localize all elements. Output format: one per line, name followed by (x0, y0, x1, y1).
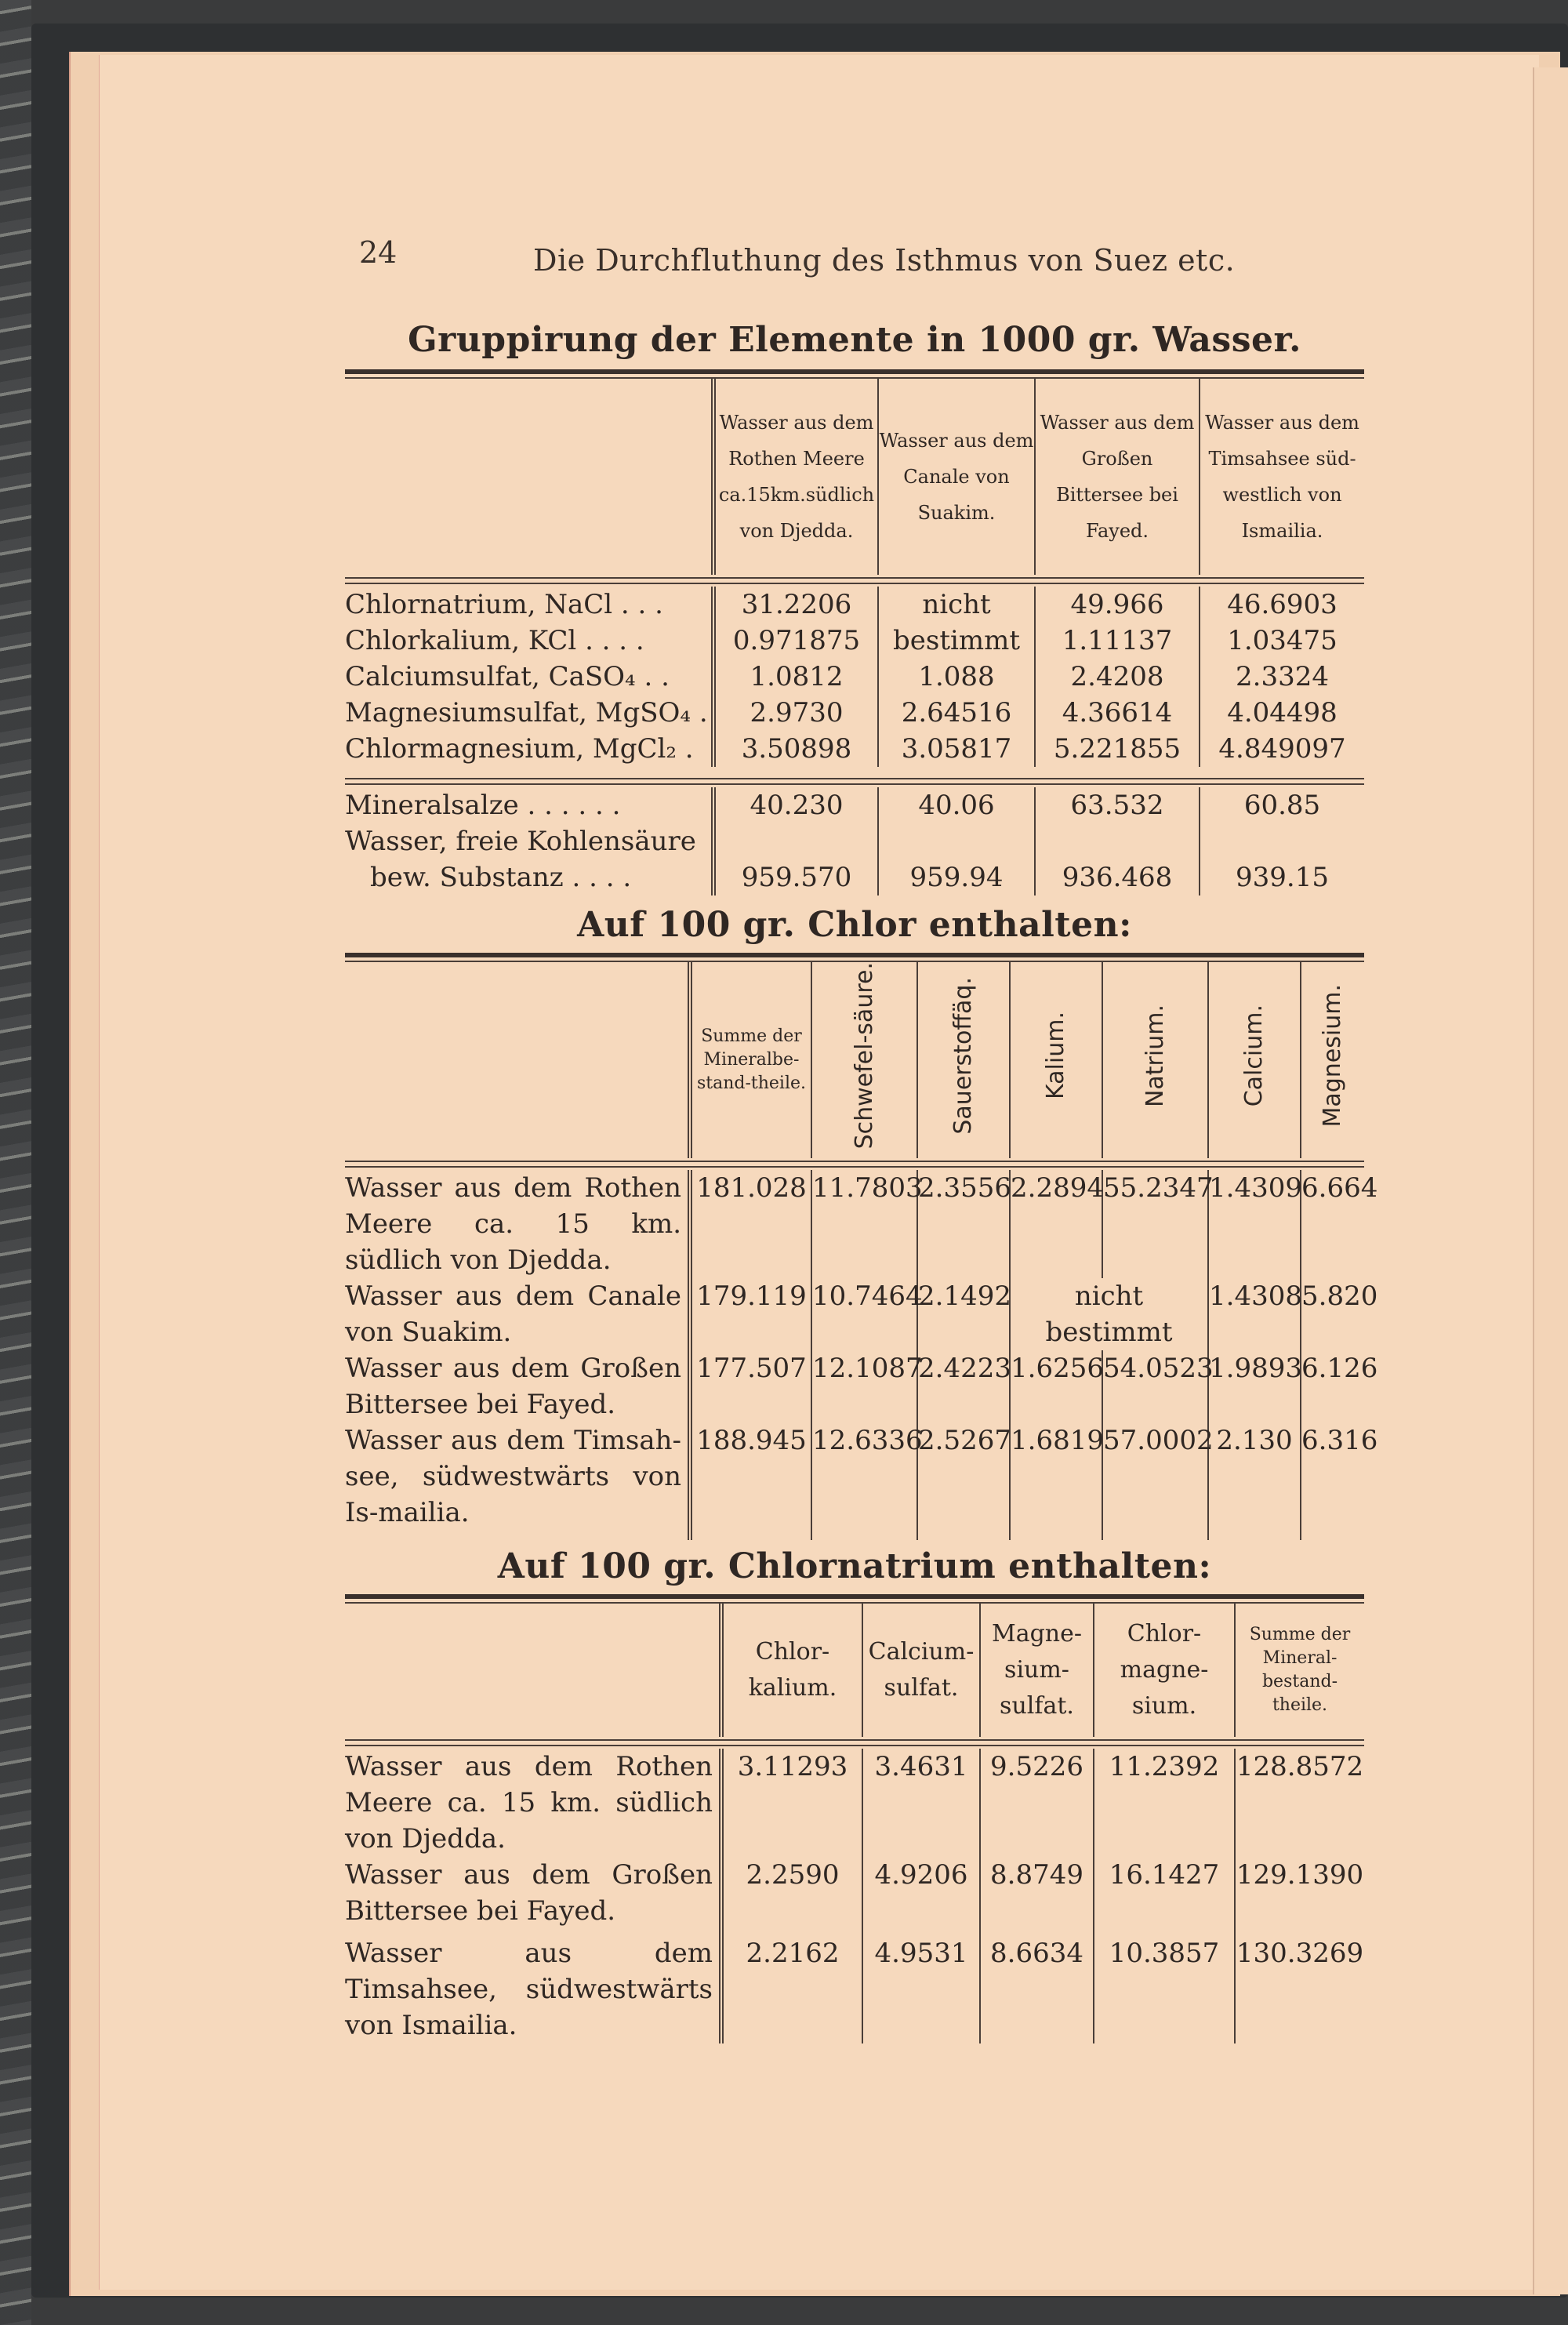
table3-col-header: Calcium-sulfat. (862, 1604, 980, 1737)
row-label: Wasser aus dem Canale von Suakim. (345, 1281, 681, 1349)
table1-row (345, 695, 1364, 731)
table1-total-row (345, 823, 1364, 859)
cell: 2.9730 (713, 695, 878, 731)
cell: 2.2590 (721, 1857, 862, 1935)
cell: 181.028 (690, 1170, 811, 1278)
cell: 1.088 (878, 659, 1035, 695)
cell: 31.2206 (713, 587, 878, 623)
row-label: Wasser aus dem Rothen Meere ca. 15 km. südlich von Djedda. (345, 1751, 713, 1855)
table1-row (345, 659, 1364, 695)
cell: 12.6336 (811, 1422, 917, 1540)
table2-row (345, 1278, 1364, 1350)
cell: 8.6634 (980, 1935, 1094, 2043)
table3-col-header: Chlor-magne-sium. (1094, 1604, 1235, 1737)
cell: 1.11137 (1035, 623, 1200, 659)
cell: 8.8749 (980, 1857, 1094, 1935)
row-label: Wasser aus dem Großen Bittersee bei Fayed. (345, 1859, 713, 1927)
table1-header-empty (345, 379, 713, 575)
book-cover-marbled-edge (0, 0, 31, 2325)
table1-header-row (345, 379, 1364, 575)
row-label: Wasser aus dem Timsahsee, südwestwärts von Ismailia. (345, 1938, 713, 2042)
cell: 4.9531 (862, 1935, 980, 2043)
table2-col-header: Magnesium. (1319, 983, 1346, 1128)
cell: 2.2894 (1010, 1170, 1102, 1278)
cell: 3.4631 (862, 1749, 980, 1857)
cell: nicht (878, 587, 1035, 623)
cell: 130.3269 (1235, 1935, 1364, 2043)
cell: 2.130 (1208, 1422, 1301, 1540)
cell: 54.0523 (1102, 1350, 1208, 1422)
cell: 939.15 (1200, 859, 1364, 895)
cell: 1.6256 (1010, 1350, 1102, 1422)
cell: 177.507 (690, 1350, 811, 1422)
cell: 2.5267 (917, 1422, 1010, 1540)
table2-row (345, 1422, 1364, 1540)
row-label: Wasser aus dem Timsah-see, südwestwärts von Is-mailia. (345, 1425, 681, 1529)
cell: 4.849097 (1200, 731, 1364, 767)
table2-col-header: Schwefel-säure. (850, 962, 878, 1150)
cell: 2.3324 (1200, 659, 1364, 695)
cell: 11.7803 (811, 1170, 917, 1278)
table2-col-header: Calcium. (1240, 1004, 1268, 1107)
cell: 60.85 (1200, 787, 1364, 823)
row-label: Wasser, freie Kohlensäure (345, 826, 696, 857)
row-label: Chlornatrium, NaCl . . . (345, 589, 663, 620)
row-label: Wasser aus dem Großen Bittersee bei Fayed. (345, 1353, 681, 1421)
table2-row (345, 1350, 1364, 1422)
table1-row (345, 623, 1364, 659)
table1-col-header: Wasser aus dem Timsahsee süd-westlich von Ismailia. (1200, 379, 1364, 575)
cell: 40.230 (713, 787, 878, 823)
row-label: Chlormagnesium, MgCl₂ . (345, 733, 694, 765)
table1-total-row (345, 859, 1364, 895)
cell: 1.0812 (713, 659, 878, 695)
row-label: Magnesiumsulfat, MgSO₄ . (345, 697, 708, 728)
cell: bestimmt (878, 623, 1035, 659)
cell: 6.316 (1301, 1422, 1364, 1540)
cell: 1.03475 (1200, 623, 1364, 659)
row-label: Mineralsalze . . . . . . (345, 790, 621, 821)
cell: 1.9893 (1208, 1350, 1301, 1422)
cell: 3.50898 (713, 731, 878, 767)
row-label: Calciumsulfat, CaSO₄ . . (345, 661, 670, 692)
table2-col-header: Summe der Mineralbe-stand-theile. (690, 962, 811, 1158)
table3-row (345, 1935, 1364, 2043)
cell: 959.94 (878, 859, 1035, 895)
cell: 40.06 (878, 787, 1035, 823)
table3-title: Auf 100 gr. Chlornatrium enthalten: (497, 1546, 1212, 1587)
table1-col-header: Wasser aus dem Rothen Meere ca.15km.südlich von Djedda. (713, 379, 878, 575)
table2-row (345, 1170, 1364, 1278)
cell: 188.945 (690, 1422, 811, 1540)
cell: 63.532 (1035, 787, 1200, 823)
cell: 1.4308 (1208, 1278, 1301, 1350)
table1-row (345, 731, 1364, 767)
table2-title: Auf 100 gr. Chlor enthalten: (577, 905, 1132, 945)
page-content (345, 235, 1378, 2043)
table3-col-header: Magne-sium-sulfat. (980, 1604, 1094, 1737)
cell: 12.1087 (811, 1350, 917, 1422)
cell: 3.11293 (721, 1749, 862, 1857)
cell: 4.04498 (1200, 695, 1364, 731)
cell: 2.2162 (721, 1935, 862, 2043)
table2-col-header: Kalium. (1042, 1012, 1069, 1100)
table2 (345, 962, 1378, 1540)
table3-row (345, 1749, 1364, 1857)
running-title: Die Durchfluthung des Isthmus von Suez etc. (533, 243, 1236, 278)
cell: 10.7464 (811, 1278, 917, 1350)
row-label: bew. Substanz . . . . (370, 862, 632, 893)
cell: 4.9206 (862, 1857, 980, 1935)
cell: 5.221855 (1035, 731, 1200, 767)
table1-col-header: Wasser aus dem Großen Bittersee bei Fayed. (1035, 379, 1200, 575)
table1-col-header: Wasser aus dem Canale von Suakim. (878, 379, 1035, 575)
cell: 10.3857 (1094, 1935, 1235, 2043)
cell: 6.664 (1301, 1170, 1364, 1278)
cell: 959.570 (713, 859, 878, 895)
table1-title: Gruppirung der Elemente in 1000 gr. Wasser. (408, 320, 1301, 360)
table3-header-row (345, 1604, 1364, 1737)
table2-col-header: Natrium. (1141, 1004, 1169, 1107)
cell: 179.119 (690, 1278, 811, 1350)
table1-row (345, 587, 1364, 623)
table1 (345, 379, 1364, 895)
page-number: 24 (359, 235, 397, 270)
cell: 2.4208 (1035, 659, 1200, 695)
cell: 128.8572 (1235, 1749, 1364, 1857)
cell: 5.820 (1301, 1278, 1364, 1350)
table2-col-header: Sauerstoffäq. (949, 976, 977, 1135)
cell: 49.966 (1035, 587, 1200, 623)
cell: 1.6819 (1010, 1422, 1102, 1540)
cell: 9.5226 (980, 1749, 1094, 1857)
cell: 57.0002 (1102, 1422, 1208, 1540)
cell: 4.36614 (1035, 695, 1200, 731)
cell: 2.64516 (878, 695, 1035, 731)
cell: 16.1427 (1094, 1857, 1235, 1935)
table3-col-header: Summe der Mineral-bestand-theile. (1235, 1604, 1364, 1737)
cell: 2.3556 (917, 1170, 1010, 1278)
running-head (345, 235, 1364, 282)
cell: 2.4223 (917, 1350, 1010, 1422)
row-label: Chlorkalium, KCl . . . . (345, 625, 644, 656)
cell: 1.4309 (1208, 1170, 1301, 1278)
cell: 46.6903 (1200, 587, 1364, 623)
cell: 936.468 (1035, 859, 1200, 895)
cell: 129.1390 (1235, 1857, 1364, 1935)
cell-not-determined: nicht bestimmt (1010, 1278, 1208, 1350)
table2-header-row (345, 962, 1364, 1158)
cell: 3.05817 (878, 731, 1035, 767)
row-label: Wasser aus dem Rothen Meere ca. 15 km. südlich von Djedda. (345, 1172, 681, 1277)
cell: 2.1492 (917, 1278, 1010, 1350)
next-page-edge (1533, 67, 1568, 2294)
cell: 0.971875 (713, 623, 878, 659)
table1-total-row (345, 787, 1364, 823)
cell: 6.126 (1301, 1350, 1364, 1422)
cell: 55.2347 (1102, 1170, 1208, 1278)
table3-col-header: Chlor-kalium. (721, 1604, 862, 1737)
cell: 11.2392 (1094, 1749, 1235, 1857)
table3-row (345, 1857, 1364, 1935)
table3 (345, 1604, 1364, 2043)
